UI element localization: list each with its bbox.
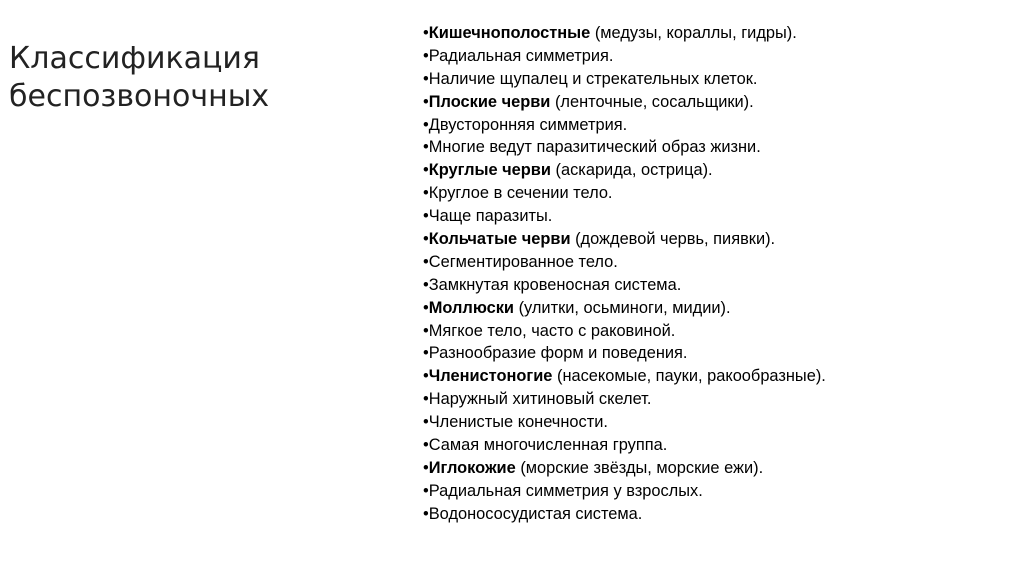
bullet-item-heading: Членистоногие [428, 367, 553, 386]
bullet-marker: • [423, 92, 429, 111]
bullet-item-heading: Плоские черви [428, 92, 551, 111]
bullet-marker: • [423, 230, 429, 249]
bullet-marker: • [423, 275, 429, 294]
bullet-item [423, 45, 1013, 68]
bullet-marker: • [423, 344, 429, 363]
bullet-item-text: (аскарида, острица). [550, 161, 713, 180]
bullet-marker: • [423, 46, 429, 65]
bullet-item-text: Членистые конечности. [428, 413, 608, 432]
bullet-item [423, 68, 1013, 91]
slide-title [9, 40, 409, 116]
bullet-item-text: Двусторонняя симметрия. [428, 115, 628, 134]
bullet-item-text: Радиальная симметрия. [428, 46, 614, 65]
bullet-item [423, 388, 1013, 411]
bullet-item [423, 480, 1013, 503]
bullet-item [423, 182, 1013, 205]
bullet-item [423, 503, 1013, 526]
bullet-marker: • [423, 481, 429, 500]
bullet-marker: • [423, 413, 429, 432]
bullet-marker: • [423, 184, 429, 203]
bullet-item-text: Водонососудистая система. [428, 504, 643, 523]
bullet-item-text: Радиальная симметрия у взрослых. [428, 481, 703, 500]
bullet-item [423, 205, 1013, 228]
bullet-marker: • [423, 321, 429, 340]
bullet-item [423, 365, 1013, 388]
slide-title-line-2: беспозвоночных [9, 79, 270, 114]
bullet-item [423, 320, 1013, 343]
bullet-item-text: Разнообразие форм и поведения. [428, 344, 688, 363]
bullet-item-heading: Моллюски [428, 298, 515, 317]
bullet-item [423, 251, 1013, 274]
bullet-item [423, 159, 1013, 182]
bullet-marker: • [423, 504, 429, 523]
bullet-item [423, 114, 1013, 137]
bullet-item-heading: Иглокожие [428, 458, 516, 477]
bullet-marker: • [423, 458, 429, 477]
bullet-item-text: (морские звёзды, морские ежи). [515, 458, 764, 477]
bullet-marker: • [423, 390, 429, 409]
bullet-marker: • [423, 69, 429, 88]
bullet-item-text: Самая многочисленная группа. [428, 436, 668, 455]
bullet-item-text: (насекомые, пауки, ракообразные). [552, 367, 826, 386]
bullet-item-text: (дождевой червь, пиявки). [570, 230, 776, 249]
bullet-marker: • [423, 24, 429, 42]
bullet-item-text: (медузы, кораллы, гидры). [590, 24, 797, 42]
slide-title-line-1: Классификация [9, 41, 260, 76]
bullet-item [423, 22, 1013, 45]
bullet-marker: • [423, 115, 429, 134]
bullet-item-text: Многие ведут паразитический образ жизни. [428, 138, 761, 157]
bullet-item [423, 91, 1013, 114]
bullet-item [423, 411, 1013, 434]
bullet-item-text: Мягкое тело, часто с раковиной. [428, 321, 676, 340]
bullet-item [423, 342, 1013, 365]
bullet-item-text: (ленточные, сосальщики). [550, 92, 754, 111]
bullet-item-heading: Кольчатые черви [428, 230, 571, 249]
bullet-item [423, 136, 1013, 159]
bullet-item [423, 274, 1013, 297]
bullet-marker: • [423, 436, 429, 455]
bullet-item [423, 434, 1013, 457]
bullet-marker: • [423, 252, 429, 271]
bullet-item-text: Замкнутая кровеносная система. [428, 275, 682, 294]
bullet-item-text: Наличие щупалец и стрекательных клеток. [428, 69, 758, 88]
bullet-marker: • [423, 161, 429, 180]
bullet-item-text: Наружный хитиновый скелет. [428, 390, 652, 409]
bullet-marker: • [423, 207, 429, 226]
bullet-item-text: (улитки, осьминоги, мидии). [514, 298, 731, 317]
bullet-item [423, 297, 1013, 320]
bullet-list [423, 22, 1013, 526]
bullet-item-text: Чаще паразиты. [428, 207, 553, 226]
bullet-item-heading: Кишечнополостные [428, 24, 591, 42]
bullet-item [423, 457, 1013, 480]
bullet-item-heading: Круглые черви [428, 161, 551, 180]
bullet-item-text: Сегментированное тело. [428, 252, 618, 271]
bullet-marker: • [423, 298, 429, 317]
bullet-item-text: Круглое в сечении тело. [428, 184, 613, 203]
bullet-marker: • [423, 138, 429, 157]
bullet-item [423, 228, 1013, 251]
bullet-marker: • [423, 367, 429, 386]
